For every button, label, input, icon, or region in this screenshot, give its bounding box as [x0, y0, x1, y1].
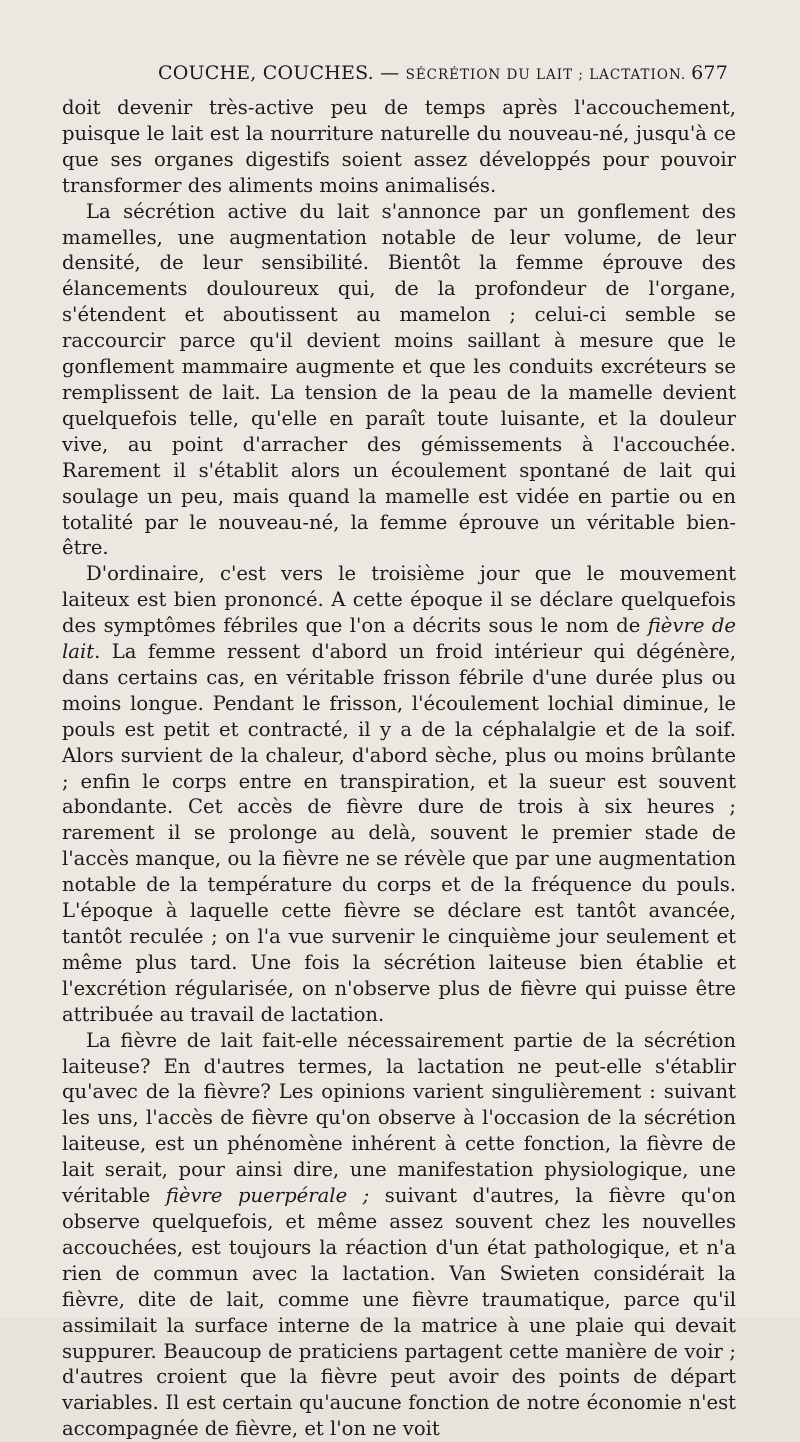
body-text — [62, 95, 736, 1442]
paragraph-lactation-onset — [62, 199, 736, 562]
paragraph-text: suivant d'autres, la fièvre qu'on observe quelquefois, et même assez souvent chez les nouvelles accouchées, est toujours la réaction d'un état pathologique, et n'a rien de commun avec la lactation. Van Swieten considérait la fièvre, dite de lait, comme une fièvre traumatique, parce qu'il assimilait la surface interne de la matrice à une plaie qui devait suppurer. Beaucoup de praticiens partagent cette manière de voir ; d'autres croient que la fièvre peut avoir des points de départ variables. Il est certain qu'aucune fonction de notre économie n'est accompagnée de fièvre, et l'on ne voit — [62, 1184, 736, 1441]
running-title — [158, 62, 686, 84]
paragraph-text: doit devenir très-active peu de temps après l'accouchement, puisque le lait est la nourriture naturelle du nouveau-né, jusqu'à ce que ses organes digestifs soient assez développés pour pouvoir transformer des aliments moins animalisés. — [62, 96, 736, 197]
paragraph-fever-debate — [62, 1028, 736, 1442]
italic-term: fièvre de lait — [62, 614, 736, 664]
italic-term: fièvre puerpérale ; — [165, 1184, 370, 1208]
running-subtitle: SÉCRÉTION DU LAIT ; LACTATION. — [405, 67, 687, 83]
page-number: 677 — [691, 62, 728, 84]
paragraph-text: . La femme ressent d'abord un froid intérieur qui dégénère, dans certains cas, en véritable frisson fébrile d'une durée plus ou moins longue. Pendant le frisson, l'écoulement lochial diminue, le pouls est petit et contracté, il y a de la céphalalgie et de la soif. Alors survient de la chaleur, d'abord sèche, plus ou moins brûlante ; enfin le corps entre en transpiration, et la sueur est souvent abondante. Cet accès de fièvre dure de trois à six heures ; rarement il se prolonge au delà, souvent le premier stade de l'accès manque, ou la fièvre ne se révèle que par une augmentation notable de la température du corps et de la fréquence du pouls. L'époque à laquelle cette fièvre se déclare est tantôt avancée, tantôt reculée ; on l'a vue survenir le cinquième jour seulement et même plus tard. Une fois la sécrétion laiteuse bien établie et l'excrétion régularisée, on n'observe plus de fièvre qui puisse être attribuée au travail de lactation. — [62, 640, 736, 1026]
header-dash: — — [380, 62, 400, 84]
paragraph-milk-fever — [62, 561, 736, 1027]
paragraph-continuation — [62, 95, 736, 199]
paragraph-text: La fièvre de lait fait-elle nécessairement partie de la sécrétion laiteuse? En d'autres termes, la lactation ne peut-elle s'établir qu'avec de la fièvre? Les opinions varient singulièrement : suivant les uns, l'accès de fièvre qu'on observe à l'occasion de la sécrétion laiteuse, est un phénomène inhérent à cette fonction, la fièvre de lait serait, pour ainsi dire, une manifestation physiologique, une véritable — [62, 1028, 736, 1208]
running-header — [62, 60, 736, 90]
paragraph-text: D'ordinaire, c'est vers le troisième jour que le mouvement laiteux est bien prononcé. A cette époque il se déclare quelquefois des symptômes fébriles que l'on a décrits sous le nom de — [62, 562, 736, 638]
running-title-main: COUCHE, COUCHES. — [158, 62, 374, 84]
paragraph-text: La sécrétion active du lait s'annonce par un gonflement des mamelles, une augmentation notable de leur volume, de leur densité, de leur sensibilité. Bientôt la femme éprouve des élancements douloureux qui, de la profondeur de l'organe, s'étendent et aboutissent au mamelon ; celui-ci semble se raccourcir parce qu'il devient moins saillant à mesure que le gonflement mammaire augmente et que les conduits excréteurs se remplissent de lait. La tension de la peau de la mamelle devient quelquefois telle, qu'elle en paraît toute luisante, et la douleur vive, au point d'arracher des gémissements à l'accouchée. Rarement il s'établit alors un écoulement spontané de lait qui soulage un peu, mais quand la mamelle est vidée en partie ou en totalité par le nouveau-né, la femme éprouve un véritable bien-être. — [62, 199, 736, 560]
